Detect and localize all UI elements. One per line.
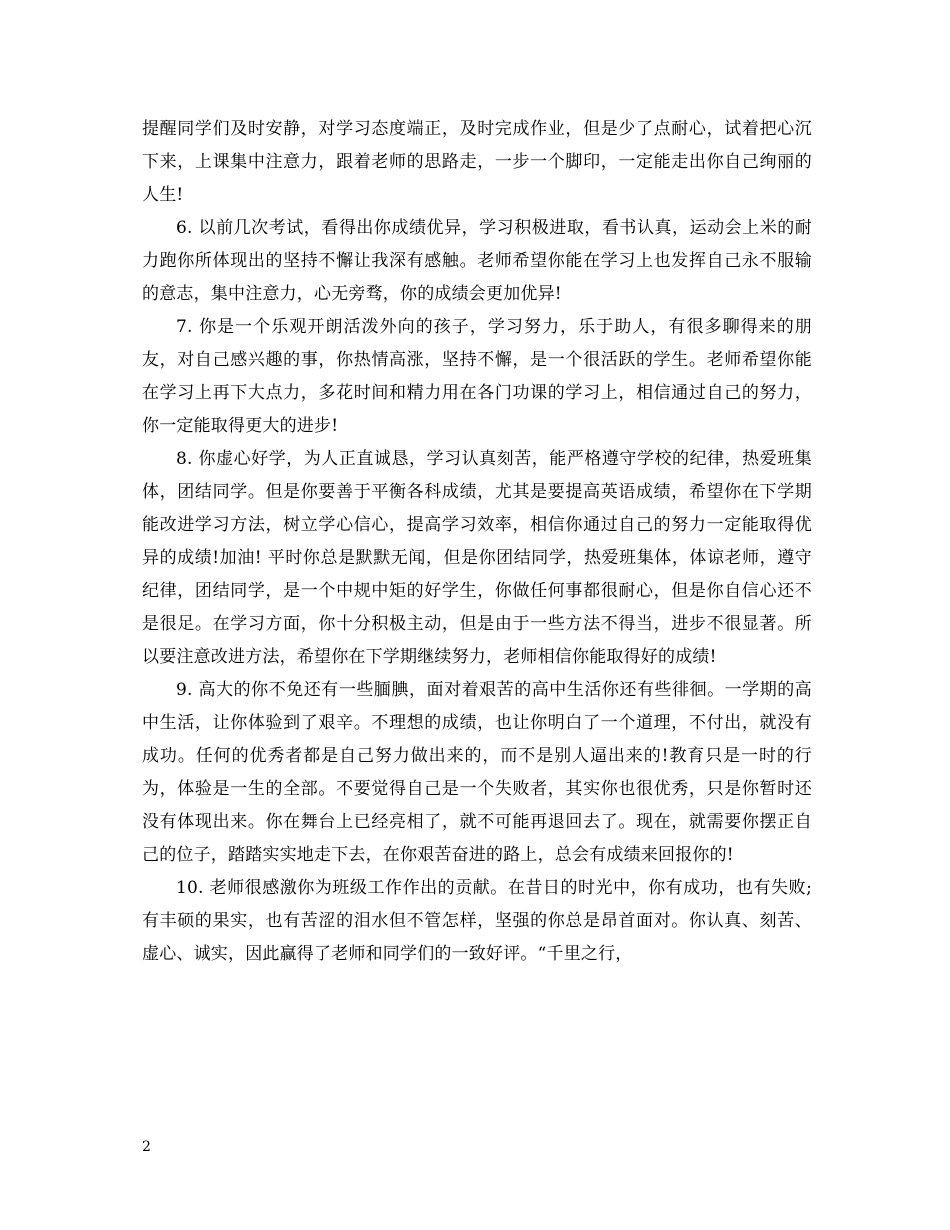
document-body bbox=[142, 113, 812, 971]
paragraph-continuation: 提醒同学们及时安静，对学习态度端正，及时完成作业，但是少了点耐心，试着把心沉下来，上课集中注意力，跟着老师的思路走，一步一个脚印，一定能走出你自己绚丽的人生! bbox=[142, 119, 812, 205]
paragraph-item-7: 7. 你是一个乐观开朗活泼外向的孩子，学习努力，乐于助人，有很多聊得来的朋友，对自己感兴趣的事，你热情高涨，坚持不懈，是一个很活跃的学生。老师希望你能在学习上再下大点力，多花时间和精力用在各门功课的学习上，相信通过自己的努力，你一定能取得更大的进步! bbox=[142, 317, 812, 436]
paragraph-item-6: 6. 以前几次考试，看得出你成绩优异，学习积极进取，看书认真，运动会上米的耐力跑你所体现出的坚持不懈让我深有感触。老师希望你能在学习上也发挥自己永不服输的意志，集中注意力，心无旁骛，你的成绩会更加优异! bbox=[142, 218, 812, 304]
paragraph-item-10: 10. 老师很感激你为班级工作作出的贡献。在昔日的时光中，你有成功，也有失败;有丰硕的果实，也有苦涩的泪水但不管怎样，坚强的你总是昂首面对。你认真、刻苦、虚心、诚实，因此赢得了老师和同学们的一致好评。“千里之行， bbox=[142, 878, 812, 964]
page-number: 2 bbox=[142, 1139, 151, 1155]
paragraph-item-9: 9. 高大的你不免还有一些腼腆，面对着艰苦的高中生活你还有些徘徊。一学期的高中生活，让你体验到了艰辛。不理想的成绩，也让你明白了一个道理，不付出，就没有成功。任何的优秀者都是自己努力做出来的，而不是别人逼出来的!教育只是一时的行为，体验是一生的全部。不要觉得自己是一个失败者，其实你也很优秀，只是你暂时还没有体现出来。你在舞台上已经亮相了，就不可能再退回去了。现在，就需要你摆正自己的位子，踏踏实实地走下去，在你艰苦奋进的路上，总会有成绩来回报你的! bbox=[142, 680, 812, 865]
paragraph-item-8: 8. 你虚心好学，为人正直诚恳，学习认真刻苦，能严格遵守学校的纪律，热爱班集体，团结同学。但是你要善于平衡各科成绩，尤其是要提高英语成绩，希望你在下学期能改进学习方法，树立学心信心，提高学习效率，相信你通过自己的努力一定能取得优异的成绩!加油! 平时你总是默默无闻，但是你团结同学，热爱班集体，体谅老师，遵守纪律，团结同学，是一个中规中矩的好学生，你做任何事都很耐心，但是你自信心还不是很足。在学习方面，你十分积极主动，但是由于一些方法不得当，进步不很显著。所以要注意改进方法，希望你在下学期继续努力，老师相信你能取得好的成绩! bbox=[142, 449, 812, 667]
